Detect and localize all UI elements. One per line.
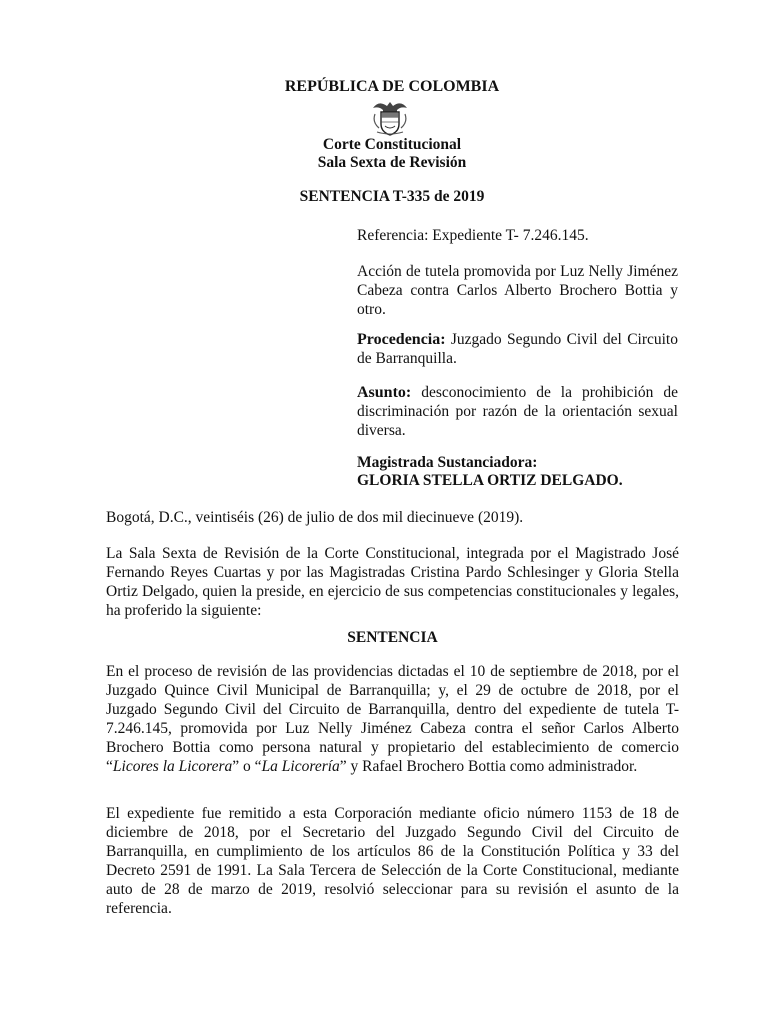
sentencia-heading: SENTENCIA [347,629,438,646]
reference-asunto [357,383,678,440]
magistrada-label: Magistrada Sustanciadora: [357,454,538,471]
asunto-text: desconocimiento de la prohibición de discriminación por razón de la orientación sexual diversa. [357,384,678,439]
paragraph-1 [106,662,679,776]
reference-procedencia [357,330,678,368]
procedencia-text: Juzgado Segundo Civil del Circuito de Barranquilla. [357,331,678,367]
p1-italic-2: La Licorería [261,758,340,775]
paragraph-2: El expediente fue remitido a esta Corporación mediante oficio número 1153 de 18 de diciembre de 2018, por el Secretario del Juzgado Segundo Civil del Circuito de Barranquilla, en cumplimiento de los artículos 86 de la Constitución Política y 33 del Decreto 2591 de 1991. La Sala Tercera de Selección de la Corte Constitucional, mediante auto de 28 de marzo de 2019, resolvió seleccionar para su revisión el asunto de la referencia. [106,805,679,917]
intro-paragraph: La Sala Sexta de Revisión de la Corte Constitucional, integrada por el Magistrado José Fernando Reyes Cuartas y por las Magistradas Cristina Pardo Schlesinger y Gloria Stella Ortiz Delgado, quien la preside, en ejercicio de sus competencias constitucionales y legales, ha proferido la siguiente: [106,545,679,619]
magistrada-name: GLORIA STELLA ORTIZ DELGADO. [357,472,623,489]
p1-text-a: En el proceso de revisión de las providencias dictadas el 10 de septiembre de 2018, por el Juzgado Quince Civil Municipal de Barranquilla; y, el 29 de octubre de 2018, por el Juzgado Segundo Civil del Circuito de Barranquilla, dentro del expediente de tutela T-7.246.145, promovida por Luz Nelly Jiménez Cabeza contra el señor Carlos Alberto Brochero Bottia como persona natural y propietario del establecimiento de comercio “ [106,663,679,775]
reference-accion: Acción de tutela promovida por Luz Nelly Jiménez Cabeza contra Carlos Alberto Brochero Bottia y otro. [357,263,678,318]
reference-expediente: Referencia: Expediente T- 7.246.145. [357,227,589,244]
coat-of-arms-icon [367,98,413,136]
date-line: Bogotá, D.C., veintiséis (26) de julio de dos mil diecinueve (2019). [106,509,524,526]
p1-text-b: ” o “ [232,758,262,775]
p1-text-c: ” y Rafael Brochero Bottia como administrador. [339,758,638,775]
procedencia-label: Procedencia: [357,331,446,348]
chamber-name: Sala Sexta de Revisión [317,154,467,171]
ruling-title: SENTENCIA T-335 de 2019 [299,188,485,205]
court-name: Corte Constitucional [322,136,462,153]
country-title: REPÚBLICA DE COLOMBIA [284,78,500,95]
p1-italic-1: Licores la Licorera [112,758,233,775]
asunto-label: Asunto: [357,384,412,401]
